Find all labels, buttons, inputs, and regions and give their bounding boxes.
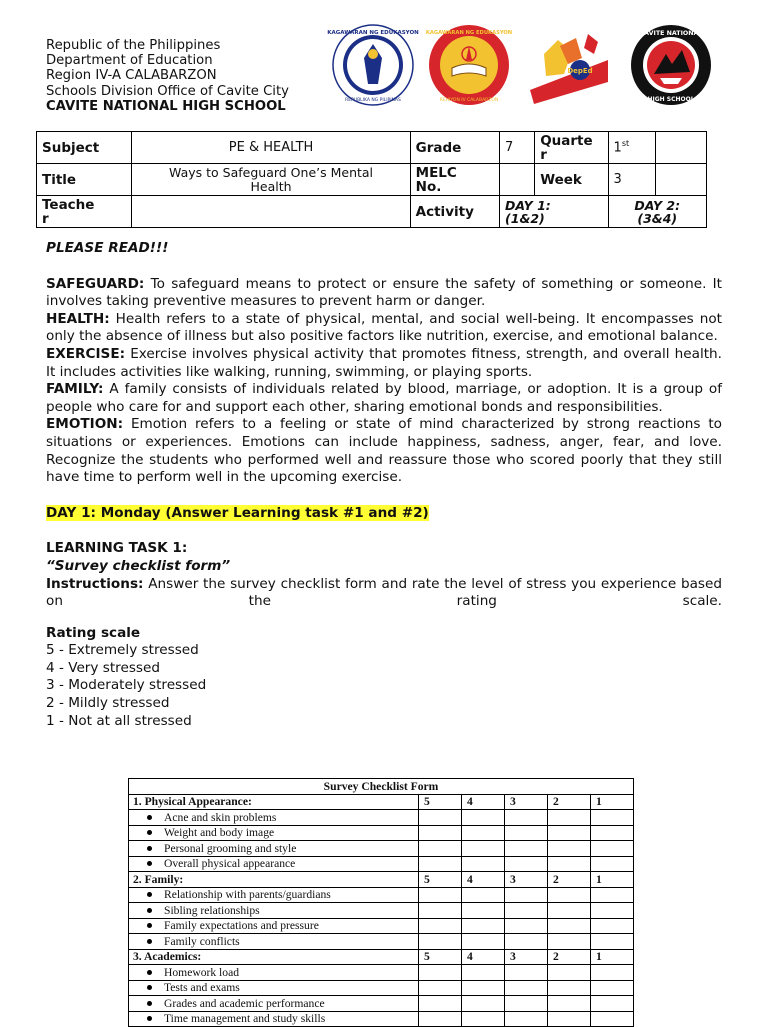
- rating-cell[interactable]: [419, 965, 462, 981]
- rating-cell[interactable]: [505, 1011, 548, 1027]
- table-row: [129, 825, 634, 841]
- scale-4: 4: [462, 794, 505, 810]
- survey-item: Family conflicts: [129, 934, 419, 950]
- bullet-icon: [147, 985, 152, 990]
- definition-family: FAMILY: A family consists of individuals related by blood, marriage, or adoption. It is a group of people who care for and support each other, sharing emotional bonds and responsibilities.: [46, 381, 722, 415]
- table-row: [129, 841, 634, 857]
- rating-cell[interactable]: [505, 903, 548, 919]
- header-line-region: Region IV-A CALABARZON: [46, 68, 217, 84]
- school-seal-text: CAVITE NATIONAL: [639, 30, 703, 37]
- rating-cell[interactable]: [462, 934, 505, 950]
- rating-cell[interactable]: [591, 856, 634, 872]
- bullet-icon: [147, 892, 152, 897]
- bullet-icon: [147, 1001, 152, 1006]
- rating-cell[interactable]: [548, 841, 591, 857]
- rating-cell[interactable]: [591, 965, 634, 981]
- rating-cell[interactable]: [591, 996, 634, 1012]
- rating-cell[interactable]: [505, 918, 548, 934]
- please-read-heading: PLEASE READ!!!: [46, 240, 169, 256]
- activity-label: Activity: [410, 196, 499, 228]
- rating-cell[interactable]: [419, 996, 462, 1012]
- learning-task-heading: LEARNING TASK 1:: [46, 540, 188, 557]
- melc-label: MELC No.: [410, 164, 499, 196]
- definition-safeguard: SAFEGUARD: To safeguard means to protect or ensure the safety of something or someone. It involves taking preventive measures to prevent harm or danger.: [46, 275, 722, 310]
- rating-cell[interactable]: [505, 980, 548, 996]
- survey-item: Sibling relationships: [129, 903, 419, 919]
- rating-cell[interactable]: [548, 1011, 591, 1027]
- scale-3: 3: [505, 794, 548, 810]
- scale-2: 2: [548, 794, 591, 810]
- week-extra-cell: [655, 164, 706, 196]
- rating-cell[interactable]: [591, 918, 634, 934]
- bullet-icon: [147, 923, 152, 928]
- sdo-logo-text: DepEd: [567, 67, 593, 75]
- grade-value: 7: [500, 132, 535, 164]
- rating-cell[interactable]: [505, 887, 548, 903]
- table-row: [129, 903, 634, 919]
- region-seal-text: KAGAWARAN NG EDUKASYON: [425, 30, 513, 36]
- survey-section-name: 3. Academics:: [129, 949, 419, 965]
- rating-cell[interactable]: [462, 980, 505, 996]
- region-seal-logo: [425, 24, 513, 106]
- quarter-label: Quarte r: [535, 132, 608, 164]
- quarter-extra-cell: [655, 132, 706, 164]
- region-seal-bottom: REHIYON IV CALABARZON: [439, 98, 499, 103]
- rating-5: 5 - Extremely stressed: [46, 642, 199, 659]
- rating-cell[interactable]: [462, 841, 505, 857]
- survey-item: Tests and exams: [129, 980, 419, 996]
- rating-cell[interactable]: [548, 903, 591, 919]
- rating-cell[interactable]: [419, 903, 462, 919]
- deped-seal-logo: [327, 24, 419, 106]
- survey-item: Overall physical appearance: [129, 856, 419, 872]
- survey-item: Grades and academic performance: [129, 996, 419, 1012]
- rating-cell[interactable]: [505, 996, 548, 1012]
- rating-cell[interactable]: [462, 1011, 505, 1027]
- rating-scale-heading: Rating scale: [46, 624, 141, 641]
- survey-item: Family expectations and pressure: [129, 918, 419, 934]
- rating-1: 1 - Not at all stressed: [46, 712, 192, 729]
- bullet-icon: [147, 830, 152, 835]
- survey-item: Relationship with parents/guardians: [129, 887, 419, 903]
- survey-checklist-table: [128, 778, 634, 1027]
- rating-cell[interactable]: [505, 856, 548, 872]
- survey-item: Acne and skin problems: [129, 810, 419, 826]
- rating-cell[interactable]: [419, 887, 462, 903]
- rating-cell[interactable]: [548, 887, 591, 903]
- survey-section-row: [129, 794, 634, 810]
- teacher-value: [132, 196, 410, 228]
- sdo-cavite-logo: [524, 24, 614, 106]
- header-school-name: CAVITE NATIONAL HIGH SCHOOL: [46, 98, 286, 114]
- learning-task-subtitle: “Survey checklist form”: [46, 557, 231, 574]
- header-line-republic: Republic of the Philippines: [46, 38, 221, 53]
- rating-cell[interactable]: [591, 841, 634, 857]
- lesson-info-table: [36, 131, 707, 228]
- rating-cell[interactable]: [419, 841, 462, 857]
- definition-exercise: EXERCISE: Exercise involves physical activity that promotes fitness, strength, and overall health. It includes activities like walking, running, swimming, or playing sports.: [46, 345, 722, 380]
- rating-cell[interactable]: [419, 980, 462, 996]
- activity-day1: DAY 1: (1&2): [500, 196, 608, 228]
- header-line-deped: Department of Education: [46, 53, 213, 69]
- bullet-icon: [147, 970, 152, 975]
- table-row: [129, 918, 634, 934]
- table-row: [129, 887, 634, 903]
- scale-3: 3: [505, 872, 548, 888]
- rating-cell[interactable]: [548, 810, 591, 826]
- survey-item: Time management and study skills: [129, 1011, 419, 1027]
- header-line-division: Schools Division Office of Cavite City: [46, 83, 289, 99]
- rating-cell[interactable]: [505, 810, 548, 826]
- scale-2: 2: [548, 949, 591, 965]
- melc-value: [500, 164, 535, 196]
- scale-2: 2: [548, 872, 591, 888]
- rating-cell[interactable]: [462, 810, 505, 826]
- scale-5: 5: [419, 794, 462, 810]
- survey-section-row: [129, 949, 634, 965]
- rating-cell[interactable]: [505, 934, 548, 950]
- bullet-icon: [147, 908, 152, 913]
- rating-cell[interactable]: [591, 934, 634, 950]
- rating-cell[interactable]: [591, 825, 634, 841]
- teacher-label: Teache r: [37, 196, 132, 228]
- rating-cell[interactable]: [462, 918, 505, 934]
- rating-2: 2 - Mildly stressed: [46, 695, 170, 712]
- table-row: [129, 856, 634, 872]
- rating-cell[interactable]: [505, 841, 548, 857]
- activity-day2: DAY 2: (3&4): [608, 196, 706, 228]
- rating-cell[interactable]: [419, 1011, 462, 1027]
- instructions-text: Instructions: Answer the survey checklist form and rate the level of stress you experience based on the rating scale.: [46, 575, 722, 610]
- table-row: [129, 965, 634, 981]
- table-row: [129, 980, 634, 996]
- rating-cell[interactable]: [548, 856, 591, 872]
- quarter-value: 1st: [608, 132, 655, 164]
- rating-cell[interactable]: [462, 825, 505, 841]
- school-seal-logo: [630, 24, 712, 106]
- deped-seal-bottom: REPUBLIKA NG PILIPINAS: [345, 98, 401, 103]
- table-row: [129, 996, 634, 1012]
- definition-emotion: EMOTION: Emotion refers to a feeling or state of mind characterized by strong reactions to situations or experiences. Emotions can include happiness, sadness, anger, fear, and love. Recognize the students who performed well and reassure those who scored poorly that they still have time to perform well in the upcoming exercise.: [46, 416, 722, 486]
- bullet-icon: [147, 815, 152, 820]
- rating-4: 4 - Very stressed: [46, 659, 160, 676]
- rating-cell[interactable]: [419, 934, 462, 950]
- subject-label: Subject: [37, 132, 132, 164]
- rating-cell[interactable]: [419, 856, 462, 872]
- scale-3: 3: [505, 949, 548, 965]
- rating-3: 3 - Moderately stressed: [46, 677, 207, 694]
- lesson-body: [46, 240, 722, 730]
- deped-seal-text: KAGAWARAN NG EDUKASYON: [327, 30, 419, 36]
- rating-cell[interactable]: [591, 980, 634, 996]
- grade-label: Grade: [410, 132, 499, 164]
- rating-cell[interactable]: [462, 887, 505, 903]
- rating-cell[interactable]: [462, 996, 505, 1012]
- scale-4: 4: [462, 949, 505, 965]
- scale-5: 5: [419, 949, 462, 965]
- rating-cell[interactable]: [548, 996, 591, 1012]
- definition-health: HEALTH: Health refers to a state of physical, mental, and social well-being. It encompasses not only the absence of illness but also positive factors like nutrition, exercise, and emotional balance.: [46, 310, 722, 345]
- school-seal-bottom: HIGH SCHOOL: [647, 96, 695, 103]
- rating-cell[interactable]: [419, 810, 462, 826]
- school-header: [46, 38, 289, 114]
- rating-cell[interactable]: [591, 810, 634, 826]
- survey-title: Survey Checklist Form: [129, 779, 634, 795]
- survey-item: Personal grooming and style: [129, 841, 419, 857]
- scale-1: 1: [591, 794, 634, 810]
- table-row: [129, 1011, 634, 1027]
- week-value: 3: [608, 164, 655, 196]
- scale-5: 5: [419, 872, 462, 888]
- bullet-icon: [147, 939, 152, 944]
- scale-1: 1: [591, 949, 634, 965]
- survey-item: Homework load: [129, 965, 419, 981]
- rating-cell[interactable]: [419, 918, 462, 934]
- rating-cell[interactable]: [591, 887, 634, 903]
- survey-section-row: [129, 872, 634, 888]
- rating-cell[interactable]: [548, 965, 591, 981]
- rating-cell[interactable]: [548, 980, 591, 996]
- logo-strip: [327, 24, 720, 108]
- survey-section-name: 1. Physical Appearance:: [129, 794, 419, 810]
- bullet-icon: [147, 1016, 152, 1021]
- bullet-icon: [147, 846, 152, 851]
- rating-cell[interactable]: [591, 1011, 634, 1027]
- scale-4: 4: [462, 872, 505, 888]
- title-label: Title: [37, 164, 132, 196]
- table-row: [129, 934, 634, 950]
- rating-cell[interactable]: [548, 918, 591, 934]
- title-value: Ways to Safeguard One’s Mental Health: [132, 164, 410, 196]
- scale-1: 1: [591, 872, 634, 888]
- rating-cell[interactable]: [462, 903, 505, 919]
- rating-cell[interactable]: [505, 965, 548, 981]
- week-label: Week: [535, 164, 608, 196]
- rating-cell[interactable]: [548, 825, 591, 841]
- subject-value: PE & HEALTH: [132, 132, 410, 164]
- rating-cell[interactable]: [505, 825, 548, 841]
- survey-item: Weight and body image: [129, 825, 419, 841]
- rating-cell[interactable]: [462, 965, 505, 981]
- table-row: [129, 810, 634, 826]
- day1-banner: DAY 1: Monday (Answer Learning task #1 and #2): [46, 504, 429, 521]
- bullet-icon: [147, 861, 152, 866]
- survey-section-name: 2. Family:: [129, 872, 419, 888]
- rating-cell[interactable]: [462, 856, 505, 872]
- rating-cell[interactable]: [419, 825, 462, 841]
- rating-cell[interactable]: [591, 903, 634, 919]
- rating-cell[interactable]: [548, 934, 591, 950]
